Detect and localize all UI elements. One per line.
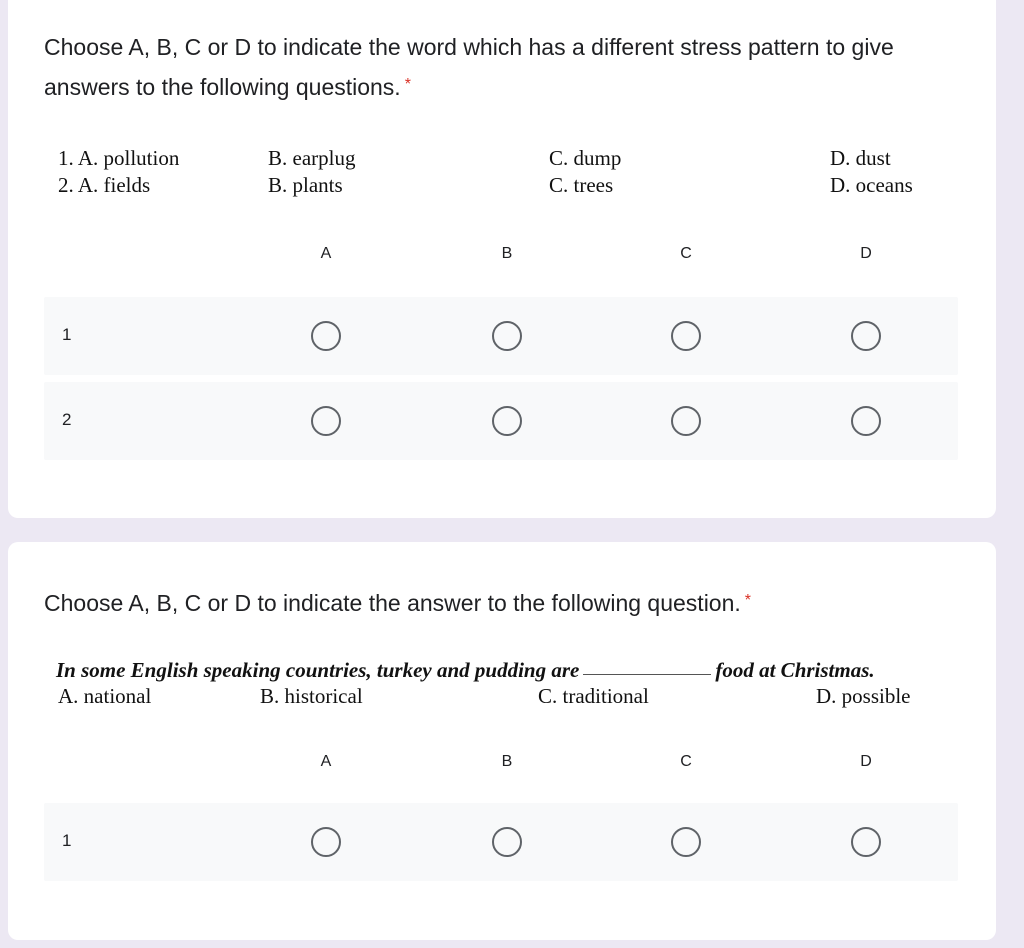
radio-row1-b[interactable] [492, 321, 522, 351]
item-2-option-d: D. oceans [830, 173, 913, 197]
item-1-option-d: D. dust [830, 146, 891, 170]
radio-row1-c[interactable] [671, 321, 701, 351]
column-header-a: A [320, 245, 332, 262]
column-header-c: C [680, 245, 692, 262]
option-a: A. national [58, 684, 152, 708]
item-1-option-a: 1. A. pollution [58, 146, 180, 170]
option-b: B. historical [260, 684, 363, 708]
radio-row2-d[interactable] [851, 406, 881, 436]
question-card-2 [8, 542, 996, 940]
column-header-d: D [860, 245, 872, 262]
option-c: C. traditional [538, 684, 649, 708]
question-title: Choose A, B, C or D to indicate the word which has a different stress pattern to give answers to the following questions. * [44, 34, 894, 100]
radio-row1-d[interactable] [851, 827, 881, 857]
radio-row1-a[interactable] [311, 827, 341, 857]
radio-row1-c[interactable] [671, 827, 701, 857]
answer-blank [583, 674, 711, 675]
grid-row-1 [44, 297, 958, 375]
item-1-option-b: B. earplug [268, 146, 356, 170]
item-2-option-b: B. plants [268, 173, 343, 197]
row-label: 1 [62, 325, 72, 344]
column-header-d: D [860, 753, 872, 770]
radio-row1-d[interactable] [851, 321, 881, 351]
item-2-option-a: 2. A. fields [58, 173, 151, 197]
option-d: D. possible [816, 684, 911, 708]
required-asterisk: * [744, 592, 752, 609]
radio-row2-a[interactable] [311, 406, 341, 436]
column-header-a: A [320, 753, 332, 770]
item-2-option-c: C. trees [549, 173, 614, 197]
radio-row2-b[interactable] [492, 406, 522, 436]
grid-row-2 [44, 382, 958, 460]
radio-row1-b[interactable] [492, 827, 522, 857]
required-asterisk: * [404, 76, 411, 93]
question-card-1 [8, 0, 996, 518]
row-label: 1 [62, 831, 72, 850]
row-label: 2 [62, 410, 72, 429]
question-sentence: In some English speaking countries, turkey and pudding are food at Christmas. [56, 658, 875, 682]
radio-row2-c[interactable] [671, 406, 701, 436]
column-header-b: B [501, 245, 513, 262]
column-header-c: C [680, 753, 692, 770]
item-1-option-c: C. dump [549, 146, 622, 170]
radio-row1-a[interactable] [311, 321, 341, 351]
question-title: Choose A, B, C or D to indicate the answer to the following question. * [44, 590, 752, 616]
grid-row-1 [44, 803, 958, 881]
column-header-b: B [501, 753, 513, 770]
